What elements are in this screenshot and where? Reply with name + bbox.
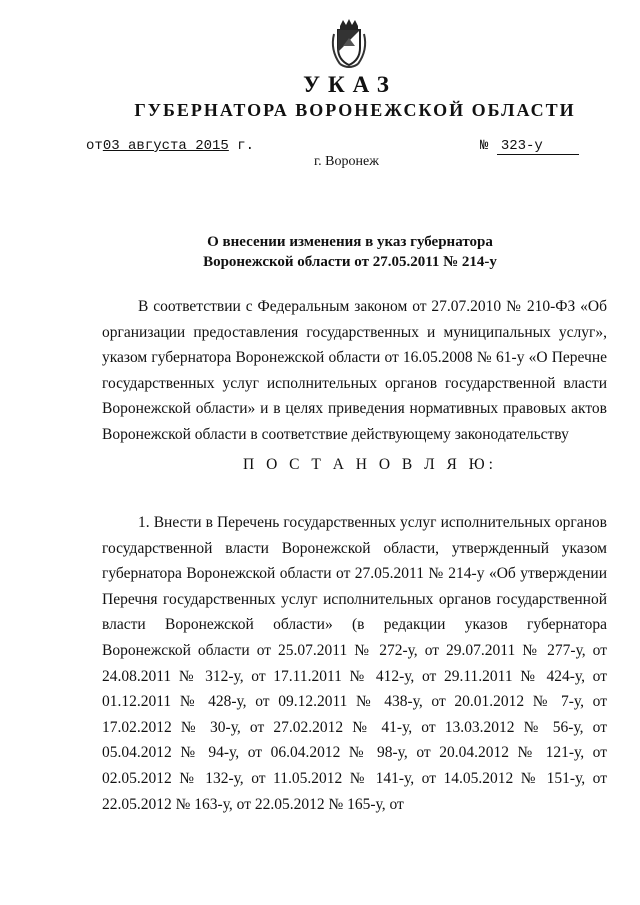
heading-line-1: О внесении изменения в указ губернатора (207, 234, 493, 250)
document-date (86, 138, 254, 154)
coat-of-arms-icon (326, 18, 372, 70)
date-prefix: от (86, 138, 103, 154)
document-title: УКАЗ (303, 72, 397, 97)
number-value: 323-у (497, 138, 579, 155)
resolve-heading: П О С Т А Н О В Л Я Ю: (243, 456, 497, 473)
date-suffix: г. (237, 138, 255, 154)
intro-paragraph: В соответствии с Федеральным законом от 27.07.2010 № 210-ФЗ «Об организации предоставления государственных и муниципальных услуг», указом губернатора Воронежской области от 16.05.2008 № 61-у «О Перечне государственных услуг исполнительных органов государственной власти Воронежской области» и в целях приведения нормативных правовых актов Воронежской области в соответствие действующему законодательству (102, 298, 607, 443)
document-issuer: ГУБЕРНАТОРА ВОРОНЕЖСКОЙ ОБЛАСТИ (134, 100, 576, 120)
document-city: г. Воронеж (314, 154, 379, 169)
document-number (480, 138, 579, 155)
document-heading (160, 232, 540, 272)
number-prefix: № (480, 138, 489, 154)
heading-line-2: Воронежской области от 27.05.2011 № 214-у (203, 254, 497, 270)
item-1-paragraph: 1. Внести в Перечень государственных услуг исполнительных органов государственной власти Воронежской области, утвержденный указом губернатора Воронежской области от 27.05.2011 № 214-у «Об утверждении Перечня государственных услуг исполнительных органов государственной власти Воронежской области» (в редакции указов губернатора Воронежской области от 25.07.2011 № 272-у, от 29.07.2011 № 277-у, от 24.08.2011 № 312-у, от 17.11.2011 № 412-у, от 29.11.2011 № 424-у, от 01.12.2011 № 428-у, от 09.12.2011 № 438-у, от 20.01.2012 № 7-у, от 17.02.2012 № 30-у, от 27.02.2012 № 41-у, от 13.03.2012 № 56-у, от 05.04.2012 № 94-у, от 06.04.2012 № 98-у, от 20.04.2012 № 121-у, от 02.05.2012 № 132-у, от 11.05.2012 № 141-у, от 14.05.2012 № 151-у, от 22.05.2012 № 163-у, от 22.05.2012 № 165-у, от (102, 514, 607, 813)
date-value: 03 августа 2015 (102, 138, 229, 154)
